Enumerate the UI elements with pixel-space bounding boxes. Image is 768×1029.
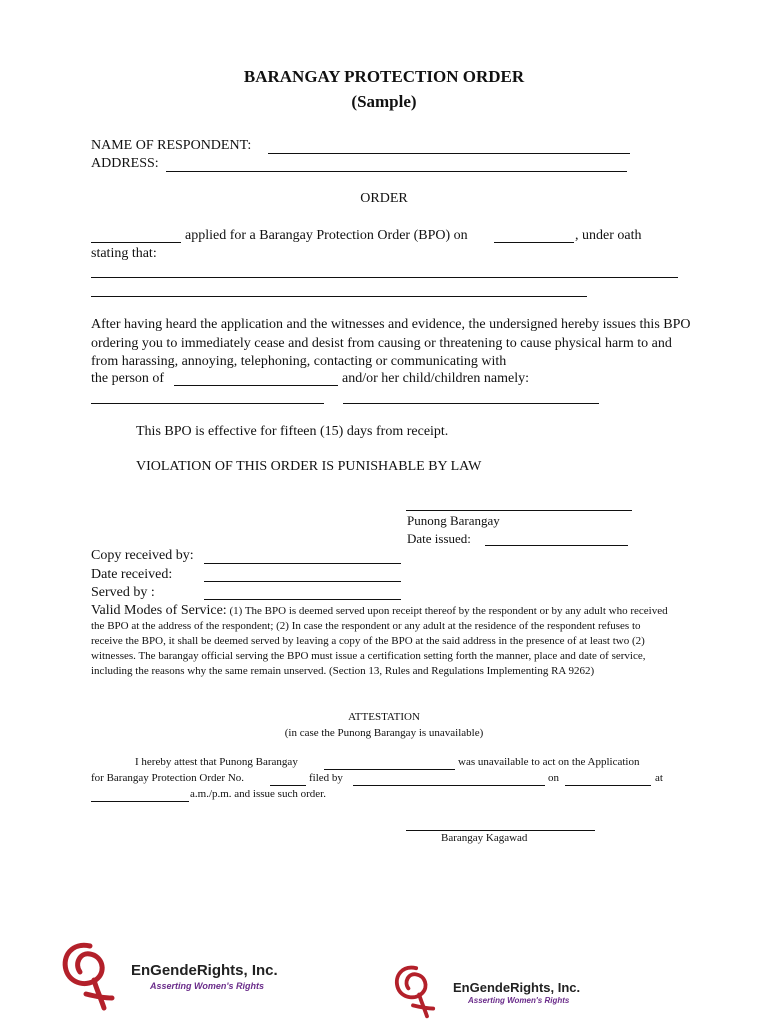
children-line-2[interactable]	[343, 403, 599, 404]
statement-line-1[interactable]	[91, 277, 678, 278]
respondent-address-line[interactable]	[166, 171, 627, 172]
children-line-1[interactable]	[91, 403, 324, 404]
attestation-subheading: (in case the Punong Barangay is unavailable)	[284, 727, 484, 739]
order-heading: ORDER	[360, 191, 408, 206]
engenderights-logo-icon-2	[390, 962, 450, 1024]
attest-line2-d: at	[655, 772, 663, 784]
person-of-text: the person of	[91, 371, 165, 386]
attest-line2-a: for Barangay Protection Order No.	[91, 772, 245, 784]
copy-received-line[interactable]	[204, 563, 401, 564]
person-of-line[interactable]	[174, 385, 338, 386]
attest-line1-a: I hereby attest that Punong Barangay	[135, 756, 298, 768]
stating-that-text: stating that:	[91, 246, 157, 261]
applied-text: applied for a Barangay Protection Order (BPO) on	[185, 228, 468, 243]
kagawad-signature-line[interactable]	[406, 830, 595, 831]
document-subtitle: (Sample)	[351, 92, 417, 111]
effective-text: This BPO is effective for fifteen (15) days from receipt.	[136, 424, 449, 439]
children-text: and/or her child/children namely:	[342, 371, 529, 386]
attest-line3: a.m./p.m. and issue such order.	[190, 788, 326, 800]
logo-2-tagline: Asserting Women's Rights	[468, 996, 570, 1005]
applicant-line[interactable]	[91, 242, 181, 243]
respondent-name-line[interactable]	[268, 153, 630, 154]
attest-filed-by-line[interactable]	[353, 785, 545, 786]
attest-punong-line[interactable]	[324, 769, 455, 770]
copy-received-label: Copy received by:	[91, 548, 194, 563]
date-issued-label: Date issued:	[407, 531, 471, 546]
engenderights-logo-icon	[60, 938, 130, 1018]
logo-1-name: EnGendeRights, Inc.	[131, 962, 278, 979]
respondent-name-label: NAME OF RESPONDENT:	[91, 138, 252, 153]
valid-modes-paragraph	[91, 603, 671, 679]
logo-2-name: EnGendeRights, Inc.	[453, 980, 581, 995]
logo-1-tagline: Asserting Women's Rights	[150, 981, 264, 991]
violation-text: VIOLATION OF THIS ORDER IS PUNISHABLE BY LAW	[136, 459, 482, 474]
date-issued-line[interactable]	[485, 545, 628, 546]
attest-bpo-no-line[interactable]	[270, 785, 306, 786]
respondent-address-label: ADDRESS:	[91, 156, 159, 171]
attest-line2-c: on	[548, 772, 559, 784]
document-title: BARANGAY PROTECTION ORDER	[243, 67, 525, 86]
application-date-line[interactable]	[494, 242, 574, 243]
kagawad-label: Barangay Kagawad	[441, 832, 528, 844]
punong-barangay-label: Punong Barangay	[407, 513, 500, 528]
attest-line1-b: was unavailable to act on the Application	[458, 756, 640, 768]
statement-line-2[interactable]	[91, 296, 587, 297]
attest-time-line[interactable]	[91, 801, 189, 802]
attestation-heading: ATTESTATION	[348, 711, 420, 723]
served-by-line[interactable]	[204, 599, 401, 600]
punong-signature-line[interactable]	[406, 510, 632, 511]
valid-modes-text: (1) The BPO is deemed served upon receipt thereof by the respondent or by any adult who received the BPO at the address of the respondent; (2) In case the respondent or any adult at the residence of the respondent refuses to receive the BPO, it shall be deemed served by leaving a copy of the BPO at the said address in the presence of at least two (2) witnesses. The barangay official serving the BPO must issue a certification setting forth the manner, place and date of service, including the reasons why the same remain unserved. (Section 13, Rules and Regulations Implementing RA 9262)	[91, 605, 668, 677]
date-received-label: Date received:	[91, 567, 173, 582]
served-by-label: Served by :	[91, 585, 155, 600]
attest-line2-b: filed by	[309, 772, 343, 784]
under-oath-text: , under oath	[575, 228, 642, 243]
date-received-line[interactable]	[204, 581, 401, 582]
valid-modes-label: Valid Modes of Service:	[91, 603, 227, 618]
order-paragraph: After having heard the application and the witnesses and evidence, the undersigned hereby issues this BPO ordering you to immediately cease and desist from causing or threatening to cause physical harm to and from harassing, annoying, telephoning, contacting or communicating with	[91, 317, 691, 369]
attest-on-line[interactable]	[565, 785, 651, 786]
